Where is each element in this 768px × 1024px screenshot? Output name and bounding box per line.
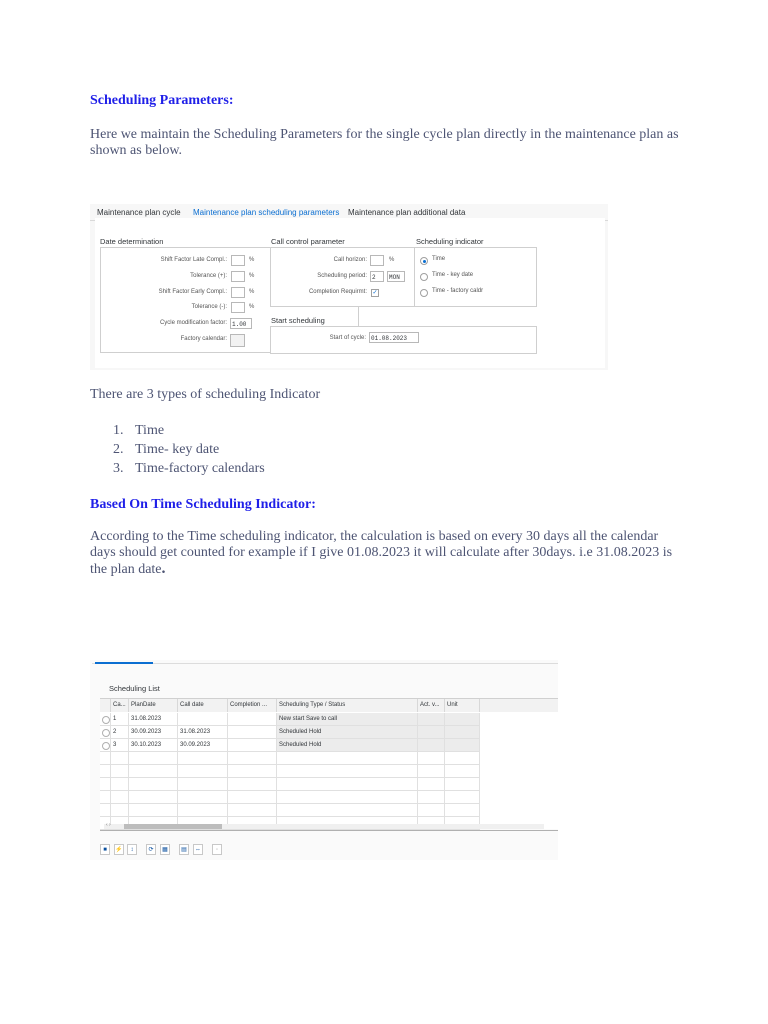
section-heading-scheduling-parameters: Scheduling Parameters: [90, 93, 234, 108]
empty-cell [111, 804, 129, 816]
scheduling-list-title: Scheduling List [109, 684, 160, 693]
tolerance-minus-label: Tolerance (-): [191, 304, 227, 310]
empty-cell [277, 752, 418, 764]
empty-cell [111, 752, 129, 764]
empty-row [100, 804, 480, 817]
empty-cell [129, 752, 178, 764]
cell-status: Scheduled Hold [277, 726, 418, 738]
tab-additional-data[interactable]: Maintenance plan additional data [348, 208, 466, 217]
empty-cell [418, 778, 445, 790]
cell-call: 2 [111, 726, 129, 738]
tab-maintenance-plan-cycle[interactable]: Maintenance plan cycle [97, 208, 181, 217]
schedule-icon[interactable]: ⚡ [114, 844, 124, 855]
refresh-icon[interactable]: ⟳ [146, 844, 156, 855]
scheduling-indicator-title: Scheduling indicator [416, 237, 484, 246]
empty-cell [228, 778, 277, 790]
scroll-arrows-icon[interactable]: ‹ › [106, 822, 111, 828]
explanation-text: According to the Time scheduling indicator, the calculation is based on every 30 days all the calendar days should get counted for example if I give 01.08.2023 it will calculate after 30days. i.e 31.08.2023 is the plan date [90, 529, 673, 577]
cell-call-date [178, 713, 228, 725]
tab-strip-line [92, 663, 558, 664]
empty-cell [418, 804, 445, 816]
empty-row [100, 752, 480, 765]
intro-paragraph: Here we maintain the Scheduling Parameters for the single cycle plan directly in the maintenance plan as shown as below. [90, 127, 679, 158]
cell-plan-date: 30.09.2023 [129, 726, 178, 738]
empty-cell [277, 791, 418, 803]
empty-cell [100, 752, 111, 764]
empty-row [100, 778, 480, 791]
shift-late-label: Shift Factor Late Compl.: [160, 257, 227, 263]
empty-cell [445, 778, 480, 790]
empty-cell [111, 778, 129, 790]
row-select-cell [100, 713, 111, 725]
row-select-radio[interactable] [102, 716, 110, 724]
column-header-plan-date[interactable]: PlanDate [129, 699, 178, 712]
shift-late-unit: % [249, 257, 255, 263]
empty-cell [178, 791, 228, 803]
cell-plan-date: 31.08.2023 [129, 713, 178, 725]
cell-plan-date: 30.10.2023 [129, 739, 178, 751]
radio-time-key-date-label: Time - key date [432, 272, 474, 278]
cycle-modification-label: Cycle modification factor: [159, 320, 227, 326]
empty-cell [100, 778, 111, 790]
column-header-scheduling-type[interactable]: Scheduling Type / Status [277, 699, 418, 712]
empty-cell [100, 791, 111, 803]
date-determination-title: Date determination [100, 237, 164, 246]
table-row[interactable] [100, 726, 480, 739]
factory-calendar-field[interactable] [230, 334, 245, 347]
empty-cell [418, 791, 445, 803]
factory-calendar-label: Factory calendar: [180, 336, 227, 342]
scheduling-indicator-types-list [113, 421, 265, 478]
call-horizon-label: Call horizon: [333, 257, 367, 263]
cell-completion [228, 726, 277, 738]
shift-early-field[interactable] [231, 287, 245, 298]
empty-cell [129, 791, 178, 803]
column-header-select [100, 699, 111, 712]
scheduling-period-label: Scheduling period: [317, 273, 367, 279]
scheduling-list-table [100, 698, 558, 829]
list-icon[interactable]: ▤ [179, 844, 189, 855]
start-of-cycle-field[interactable]: 01.08.2023 [369, 332, 419, 343]
call-control-title: Call control parameter [271, 237, 345, 246]
cell-unit [445, 739, 480, 751]
flag-icon[interactable]: ■ [100, 844, 110, 855]
column-header-unit[interactable]: Unit [445, 699, 480, 712]
shift-early-unit: % [249, 289, 255, 295]
section-heading-time-indicator: Based On Time Scheduling Indicator: [90, 497, 316, 512]
cell-call-date: 30.09.2023 [178, 739, 228, 751]
explanation-paragraph [90, 529, 680, 578]
empty-cell [178, 765, 228, 777]
radio-time-factory-calendar[interactable] [420, 289, 428, 297]
empty-cell [178, 778, 228, 790]
active-tab-indicator [95, 662, 153, 664]
scrollbar-thumb[interactable] [124, 824, 222, 829]
row-select-cell [100, 726, 111, 738]
tolerance-minus-unit: % [249, 304, 255, 310]
empty-cell [418, 765, 445, 777]
tolerance-plus-field[interactable] [231, 271, 245, 282]
empty-cell [445, 791, 480, 803]
call-horizon-field[interactable] [370, 255, 384, 266]
empty-cell [129, 778, 178, 790]
types-intro: There are 3 types of scheduling Indicator [90, 387, 321, 402]
column-header-completion[interactable]: Completion ... [228, 699, 277, 712]
empty-row [100, 765, 480, 778]
cell-call: 1 [111, 713, 129, 725]
sort-icon[interactable]: ↕ [127, 844, 137, 855]
table-row[interactable] [100, 713, 480, 726]
cell-status: Scheduled Hold [277, 739, 418, 751]
compare-icon[interactable]: ⇔ [193, 844, 203, 855]
tolerance-plus-label: Tolerance (+): [190, 273, 227, 279]
column-header-call[interactable]: Ca... [111, 699, 129, 712]
empty-cell [100, 765, 111, 777]
empty-cell [228, 752, 277, 764]
radio-time[interactable] [420, 257, 428, 265]
empty-cell [111, 765, 129, 777]
empty-cell [178, 804, 228, 816]
table-row[interactable] [100, 739, 480, 752]
empty-row [100, 791, 480, 804]
shift-late-field[interactable] [231, 255, 245, 266]
start-of-cycle-label: Start of cycle: [329, 335, 366, 341]
completion-requirement-checkbox[interactable]: ✓ [372, 290, 378, 296]
empty-cell [228, 791, 277, 803]
radio-time-factory-calendar-label: Time - factory caldr [432, 288, 484, 294]
column-header-filler [480, 699, 558, 712]
empty-cell [277, 765, 418, 777]
column-header-call-date[interactable]: Call date [178, 699, 228, 712]
empty-cell [277, 804, 418, 816]
empty-cell [445, 752, 480, 764]
cell-status: New start Save to call [277, 713, 418, 725]
empty-cell [129, 804, 178, 816]
scheduling-period-field[interactable]: 2 [370, 271, 384, 282]
shift-early-label: Shift Factor Early Compl.: [158, 289, 227, 295]
cell-unit [445, 713, 480, 725]
empty-cell [111, 791, 129, 803]
cell-completion [228, 739, 277, 751]
cell-unit [445, 726, 480, 738]
empty-cell [100, 804, 111, 816]
radio-time-key-date[interactable] [420, 273, 428, 281]
start-scheduling-title: Start scheduling [271, 316, 325, 325]
empty-cell [277, 778, 418, 790]
cell-act-value [418, 739, 445, 751]
call-horizon-unit: % [389, 257, 395, 263]
empty-cell [445, 765, 480, 777]
row-select-cell [100, 739, 111, 751]
empty-cell [228, 765, 277, 777]
cell-completion [228, 713, 277, 725]
list-item: 3. Time-factory calendars [113, 461, 265, 476]
grid-icon[interactable]: ▦ [160, 844, 170, 855]
tolerance-plus-unit: % [249, 273, 255, 279]
horizontal-scrollbar[interactable] [104, 824, 544, 829]
scheduling-period-unit-field[interactable]: MON [387, 271, 405, 282]
completion-requirement-label: Completion Requirmt: [308, 289, 367, 295]
row-select-radio[interactable] [102, 742, 110, 750]
list-item: 2. Time- key date [113, 442, 220, 457]
cell-call-date: 31.08.2023 [178, 726, 228, 738]
explanation-period: . [161, 560, 166, 577]
table-bottom-border [100, 830, 558, 831]
cell-call: 3 [111, 739, 129, 751]
list-item: 1. Time [113, 423, 165, 438]
scheduling-parameters-screenshot [90, 204, 608, 370]
cycle-modification-field[interactable]: 1.00 [230, 318, 252, 329]
disabled-icon: ▫ [212, 844, 222, 855]
tolerance-minus-field[interactable] [231, 302, 245, 313]
scheduling-list-screenshot [90, 660, 558, 860]
tab-scheduling-parameters[interactable]: Maintenance plan scheduling parameters [193, 208, 340, 217]
empty-cell [129, 765, 178, 777]
column-header-act-value[interactable]: Act. v... [418, 699, 445, 712]
cell-act-value [418, 713, 445, 725]
empty-cell [228, 804, 277, 816]
cell-act-value [418, 726, 445, 738]
empty-cell [418, 752, 445, 764]
empty-cell [178, 752, 228, 764]
radio-time-label: Time [432, 256, 446, 262]
row-select-radio[interactable] [102, 729, 110, 737]
empty-cell [445, 804, 480, 816]
